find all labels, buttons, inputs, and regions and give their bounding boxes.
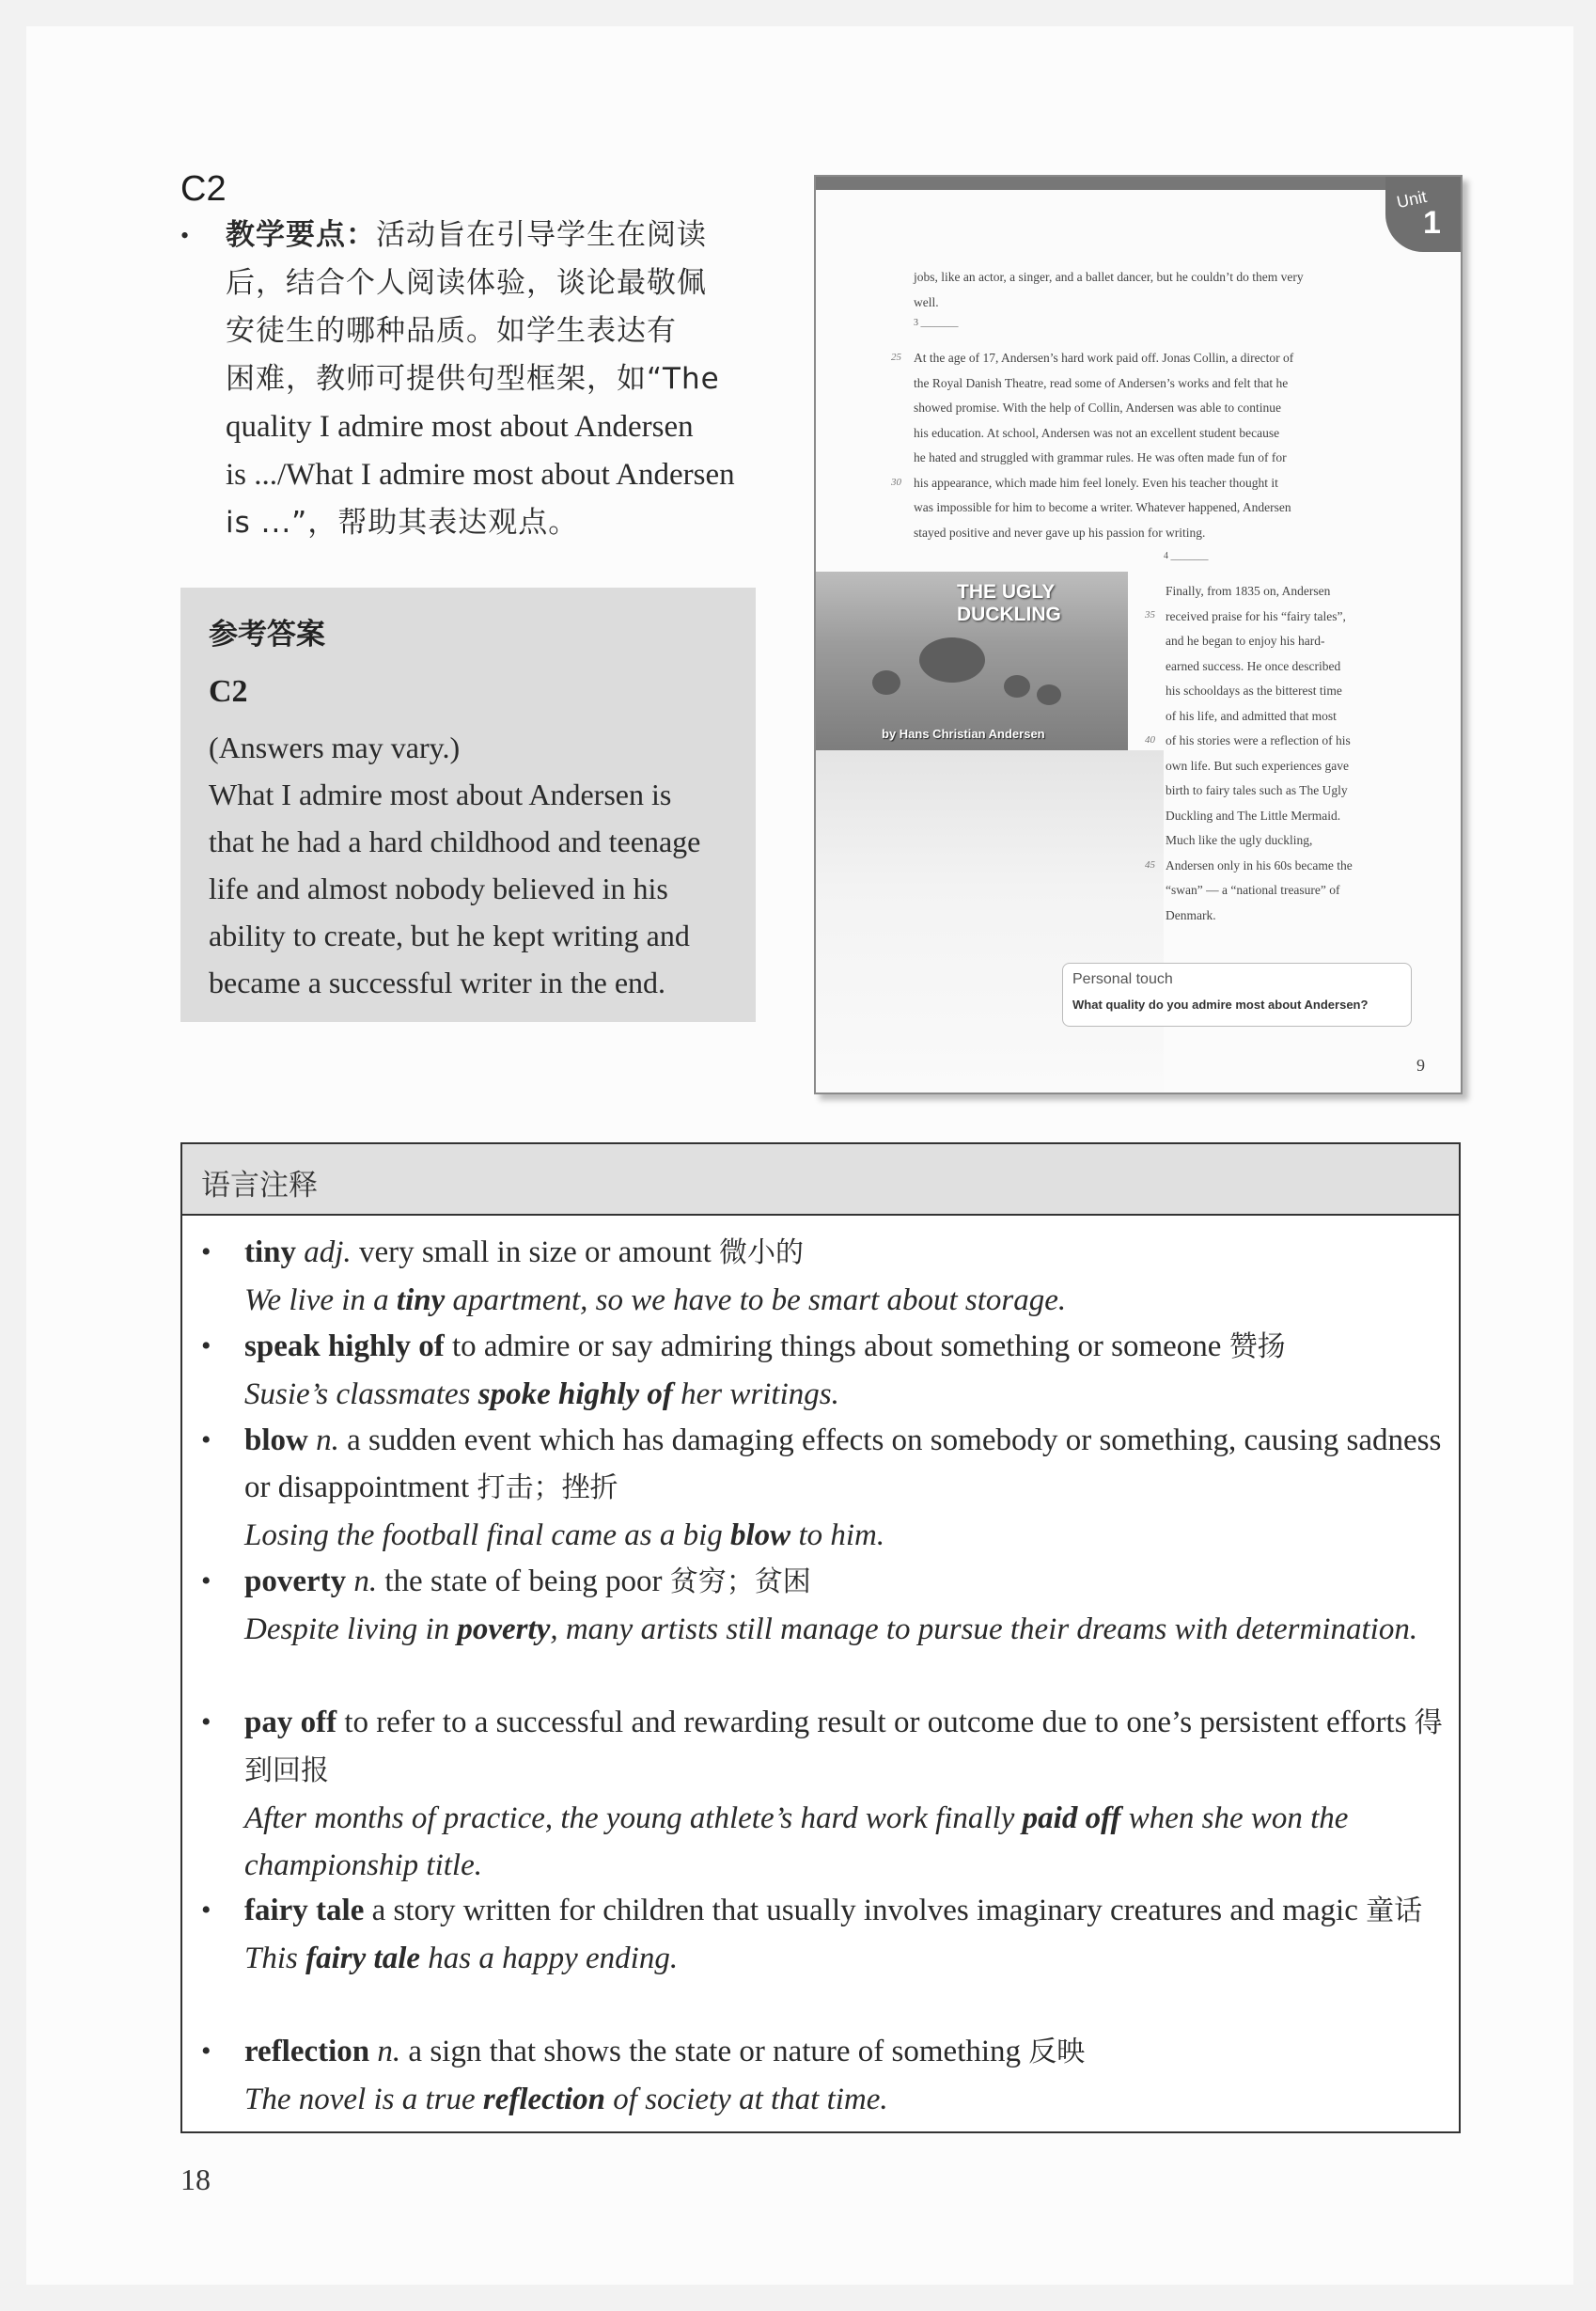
note-entry [201, 2028, 1451, 2123]
book-line: Denmark. [1166, 907, 1216, 922]
chinese-gloss: 贫穷；贫困 [669, 1565, 811, 1598]
note-entry [201, 1699, 1451, 1889]
line-number: 35 [1145, 609, 1155, 621]
definition: to admire or say admiring things about something or someone [444, 1329, 1229, 1363]
answer-line: ability to create, but he kept writing and [209, 919, 690, 952]
note-entry [201, 1229, 1451, 1324]
book-paragraph-3 [1166, 579, 1447, 928]
definition: a sign that shows the state or nature of something [400, 2035, 1029, 2068]
chinese-gloss: 得到回报 [244, 1706, 1443, 1787]
note-entry [201, 1323, 1451, 1418]
line-number: 45 [1145, 859, 1155, 871]
example-sentence: This fairy tale has a happy ending. [244, 1942, 679, 1975]
book-line: stayed positive and never gave up his passion for writing. [914, 525, 1206, 540]
bullet: • [180, 222, 190, 249]
example-sentence: Despite living in poverty, many artists still manage to pursue their dreams with determination. [244, 1612, 1418, 1646]
book-line: showed promise. With the help of Collin, Andersen was able to continue [914, 401, 1282, 415]
language-notes-box [180, 1142, 1461, 2133]
definition: a sudden event which has damaging effects on somebody or something, causing sadness or disappointment [244, 1423, 1442, 1504]
example-sentence: After months of practice, the young athlete’s hard work finally paid off when she won the championship title. [244, 1801, 1349, 1882]
language-notes-header [182, 1144, 1459, 1216]
blank-3: 3 ________ [914, 318, 959, 328]
book-line: and he began to enjoy his hard- [1166, 634, 1325, 648]
note-entry [201, 1558, 1451, 1653]
note-entry [201, 1417, 1451, 1559]
book-line: birth to fairy tales such as The Ugly [1166, 783, 1348, 797]
book-line: of his stories were a reflection of his [1166, 733, 1351, 747]
book-line: Duckling and The Little Mermaid. [1166, 808, 1341, 823]
page-number: 18 [180, 2162, 211, 2196]
reference-answer-box [180, 588, 756, 1022]
definition: the state of being poor [377, 1564, 670, 1598]
book-line: was impossible for him to become a writer. Whatever happened, Andersen [914, 500, 1291, 514]
book-line: his appearance, which made him feel lonely. Even his teacher thought it [914, 475, 1278, 490]
unit-word: Unit [1395, 186, 1429, 212]
book-line: “swan” — a “national treasure” of [1166, 883, 1340, 897]
top-band [816, 177, 1461, 190]
teaching-points [180, 212, 768, 547]
headword: poverty [244, 1564, 347, 1598]
answer-box-title: 参考答案 [209, 618, 325, 652]
personal-touch-question: What quality do you admire most about Andersen? [1072, 998, 1369, 1012]
book-line: Andersen only in his 60s became the [1166, 857, 1353, 873]
example-sentence: We live in a tiny apartment, so we have to be smart about storage. [244, 1283, 1067, 1317]
book-line: his schooldays as the bitterest time [1166, 684, 1342, 698]
duckling-shape [1037, 684, 1061, 705]
personal-touch-box [1062, 963, 1412, 1027]
headword: reflection [244, 2035, 370, 2068]
answer-line: What I admire most about Andersen is [209, 778, 672, 811]
definition: to refer to a successful and rewarding result or outcome due to one’s persistent efforts [336, 1706, 1415, 1739]
tp-line: is .../What I admire most about Andersen [226, 458, 735, 492]
answer-text [209, 724, 744, 1006]
part-of-speech: n. [316, 1423, 339, 1457]
book-line: of his life, and admitted that most [1166, 708, 1337, 723]
book-line: the Royal Danish Theatre, read some of Andersen’s works and felt that he [914, 375, 1289, 390]
note-entry [201, 1887, 1451, 1982]
chinese-gloss: 反映 [1028, 2036, 1086, 2068]
chinese-gloss: 童话 [1366, 1894, 1423, 1927]
duckling-shape [872, 670, 900, 695]
book-line: well. [914, 294, 939, 309]
illustration-byline: by Hans Christian Andersen [882, 727, 1045, 741]
line-number: 40 [1145, 734, 1155, 746]
book-line: jobs, like an actor, a singer, and a ballet dancer, but he couldn’t do them very [914, 270, 1304, 284]
bullet: • [201, 1565, 211, 1596]
bullet: • [201, 1706, 211, 1737]
definition: very small in size or amount [351, 1235, 720, 1269]
headword: tiny [244, 1235, 297, 1269]
chinese-gloss: 赞扬 [1228, 1330, 1286, 1363]
blank-4: 4 ________ [1164, 551, 1209, 561]
line-number: 25 [891, 352, 901, 363]
tp-line: 困难，教师可提供句型框架，如“The [226, 362, 720, 396]
book-line: his education. At school, Andersen was not an excellent student because [914, 425, 1280, 440]
answer-line: life and almost nobody believed in his [209, 872, 668, 905]
illustration-title: THE UGLY DUCKLING [957, 581, 1061, 625]
answer-line: that he had a hard childhood and teenage [209, 825, 701, 858]
book-top-paragraph [914, 265, 1421, 315]
bullet: • [201, 1330, 211, 1361]
faded-background-image [816, 750, 1164, 1093]
language-notes-title: 语言注释 [201, 1169, 318, 1203]
section-heading-c2: C2 [180, 169, 227, 209]
tp-line: 安徒生的哪种品质。如学生表达有 [226, 314, 677, 348]
example-sentence: The novel is a true reflection of society at that time. [244, 2083, 888, 2116]
unit-number: 1 [1423, 205, 1441, 241]
headword: blow [244, 1423, 308, 1457]
tp-line: 后，结合个人阅读体验，谈论最敬佩 [226, 266, 707, 300]
book-page-number: 9 [1416, 1056, 1425, 1075]
answer-line: became a successful writer in the end. [209, 966, 666, 999]
answer-line: (Answers may vary.) [209, 731, 461, 764]
duckling-shape [1004, 675, 1030, 698]
bullet: • [201, 1236, 211, 1267]
book-line: Much like the ugly duckling, [1166, 833, 1313, 847]
chinese-gloss: 微小的 [719, 1236, 805, 1269]
part-of-speech: n. [353, 1564, 378, 1598]
textbook-page-image [814, 175, 1463, 1094]
duck-shape [919, 637, 985, 683]
example-sentence: Susie’s classmates spoke highly of her writings. [244, 1377, 839, 1411]
book-paragraph-2 [914, 346, 1440, 545]
line-number: 30 [891, 477, 901, 488]
tp-line: quality I admire most about Andersen [226, 410, 694, 444]
chinese-gloss: 打击；挫折 [477, 1471, 618, 1504]
unit-tab [1385, 177, 1461, 252]
headword: pay off [244, 1706, 337, 1739]
book-line: he hated and struggled with grammar rules. He was often made fun of for [914, 450, 1287, 464]
book-line: received praise for his “fairy tales”, [1166, 608, 1346, 623]
tp-line: is ...”，帮助其表达观点。 [226, 506, 579, 540]
tp-line: 活动旨在引导学生在阅读 [376, 218, 707, 252]
personal-touch-heading: Personal touch [1072, 971, 1173, 987]
book-line: own life. But such experiences gave [1166, 758, 1349, 773]
book-line: Finally, from 1835 on, Andersen [1166, 584, 1331, 598]
bullet: • [201, 1894, 211, 1926]
bullet: • [201, 2036, 211, 2067]
part-of-speech: n. [377, 2035, 401, 2068]
definition: a story written for children that usually involves imaginary creatures and magic [364, 1894, 1367, 1927]
teaching-points-label: 教学要点： [226, 218, 376, 252]
headword: speak highly of [244, 1329, 445, 1363]
book-line: earned success. He once described [1166, 658, 1341, 673]
bullet: • [201, 1424, 211, 1455]
headword: fairy tale [244, 1894, 365, 1927]
ugly-duckling-illustration [816, 572, 1128, 750]
part-of-speech: adj. [304, 1235, 352, 1269]
example-sentence: Losing the football final came as a big blow to him. [244, 1518, 885, 1552]
book-line: At the age of 17, Andersen’s hard work paid off. Jonas Collin, a director of [914, 351, 1294, 365]
answer-box-subtitle: C2 [209, 674, 248, 709]
